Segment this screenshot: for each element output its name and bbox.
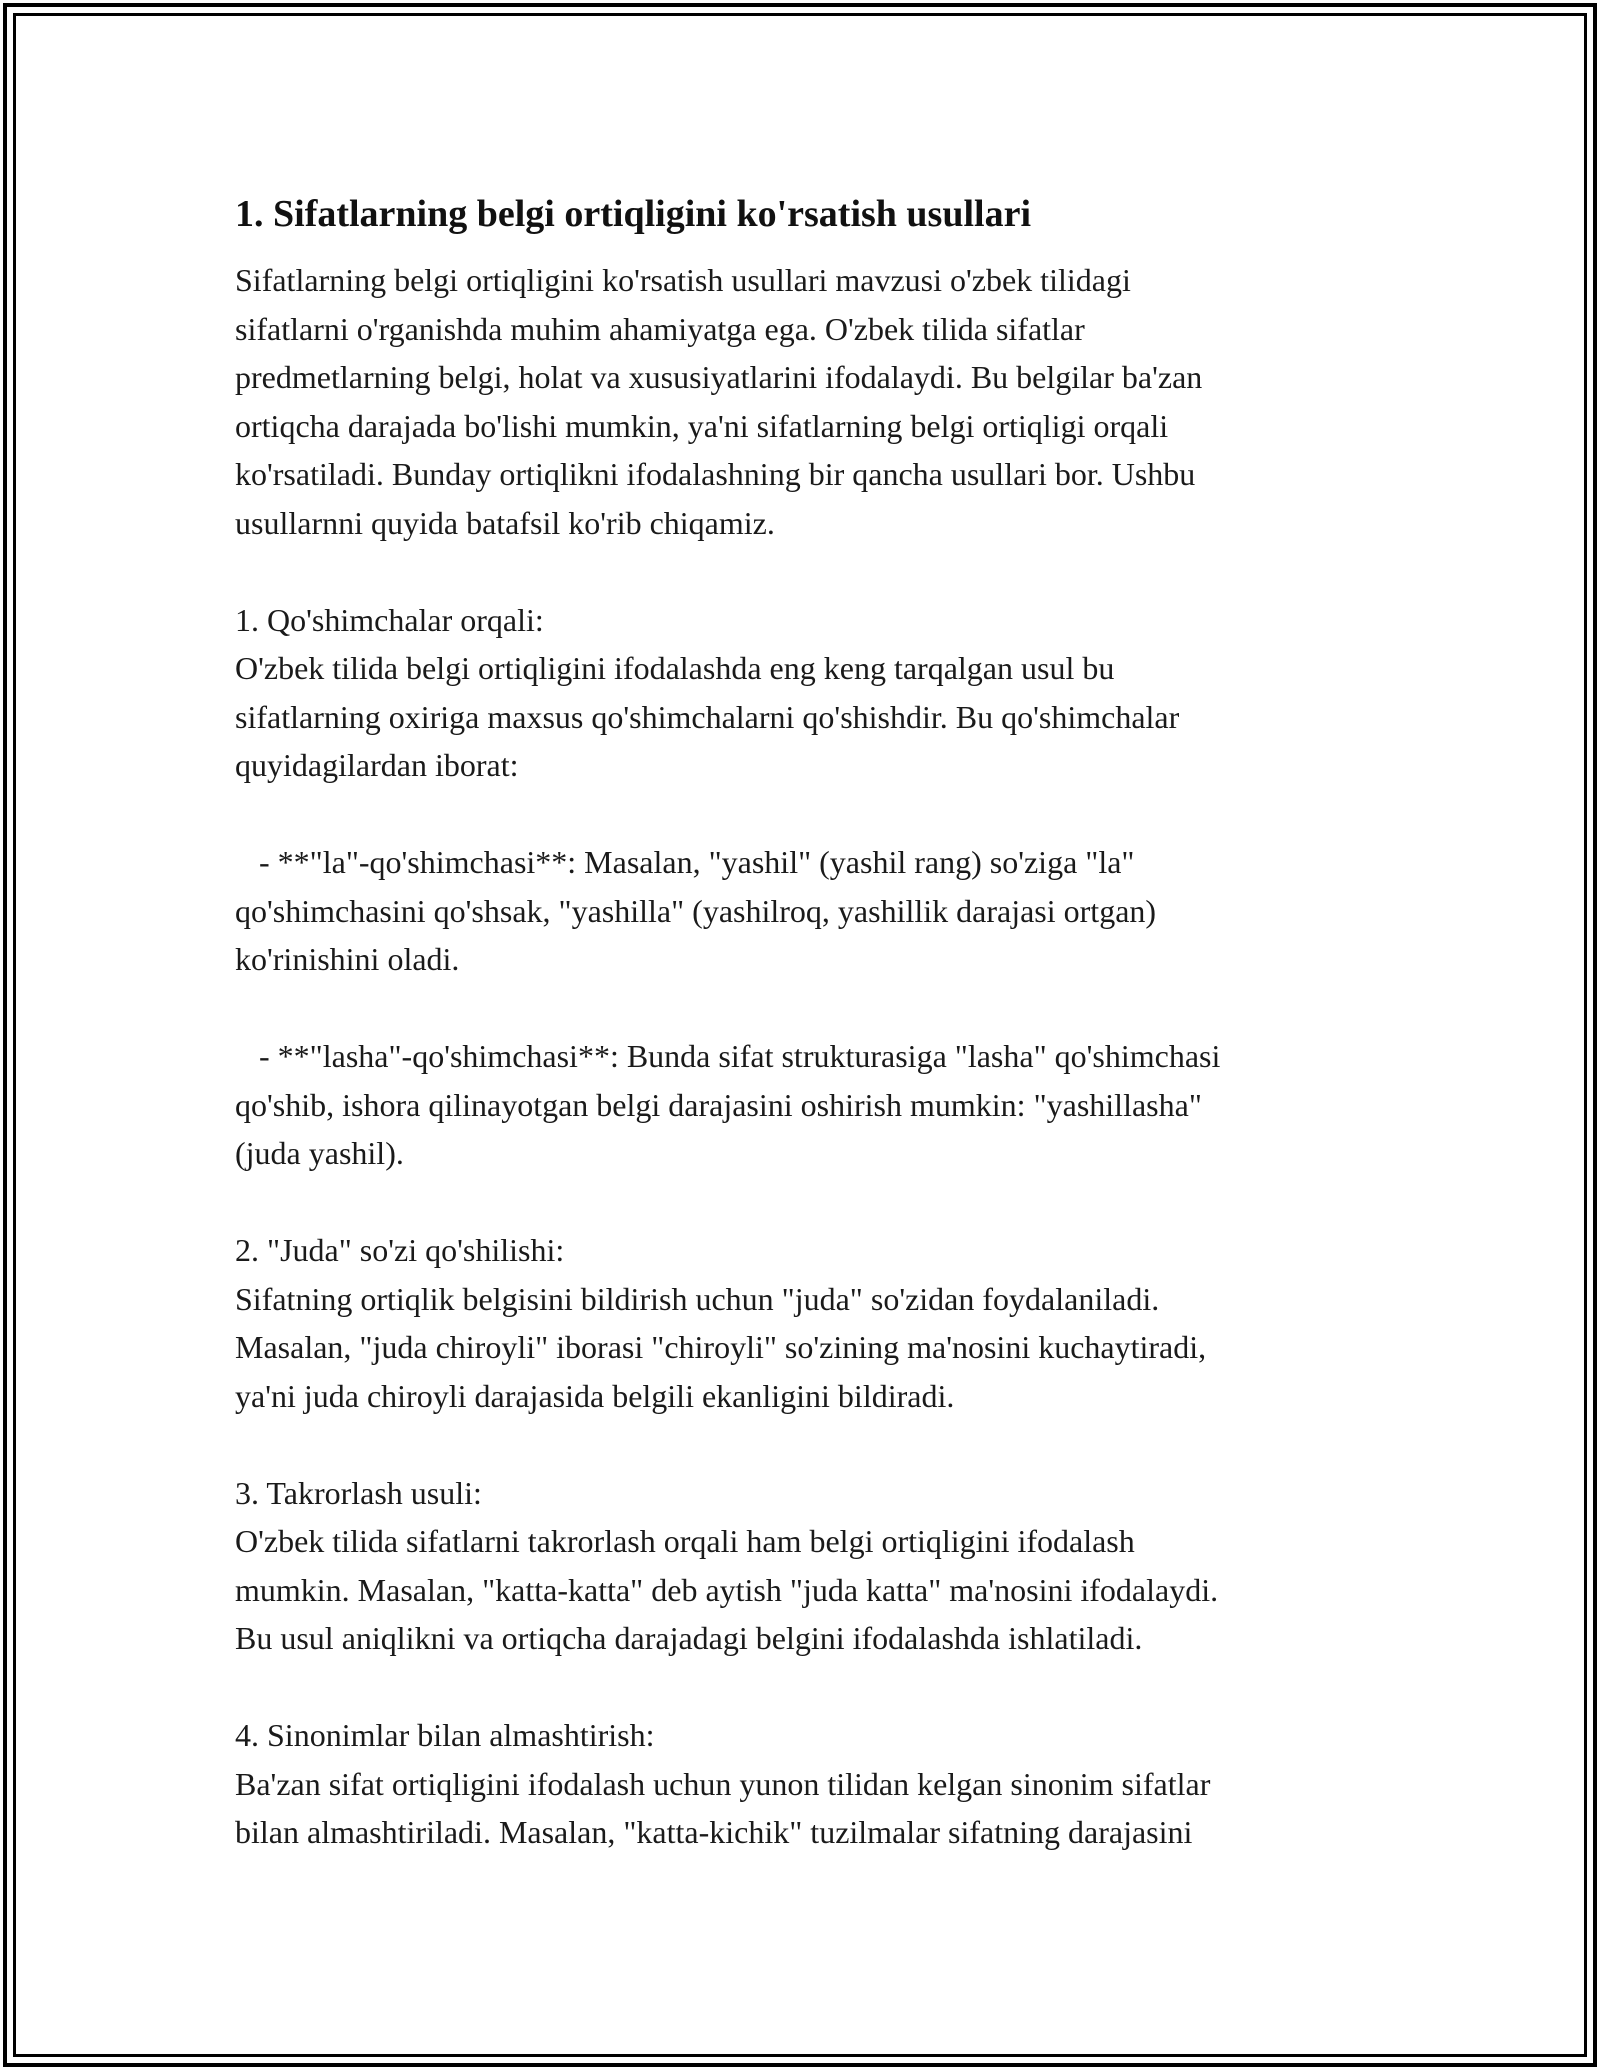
spacer: [235, 1663, 1395, 1712]
spacer: [235, 790, 1395, 839]
spacer: [235, 1178, 1395, 1227]
document-title: 1. Sifatlarning belgi ortiqligini ko'rsatish usullari: [235, 193, 1032, 235]
spacer: [235, 1420, 1395, 1469]
section-2-heading: 2. "Juda" so'zi qo'shilishi:: [235, 1232, 565, 1268]
spacer: [235, 984, 1395, 1033]
section-4-text: Ba'zan sifat ortiqligini ifodalash uchun yunon tilidan kelgan sinonim sifatlar bilan almashtiriladi. Masalan, "katta-kichik" tuzilmalar sifatning darajasini: [235, 1765, 1211, 1850]
document-body: [235, 186, 1395, 1857]
section-1-heading: 1. Qo'shimchalar orqali:: [235, 601, 544, 638]
section-1-text: O'zbek tilida belgi ortiqligini ifodalashda eng keng tarqalgan usul bu sifatlarning oxiriga maxsus qo'shimchalarni qo'shishdir. Bu qo'shimchalar quyidagilardan iborat:: [235, 650, 1180, 783]
bullet-lasha-suffix: - **"lasha"-qo'shimchasi**: Bunda sifat strukturasiga "lasha" qo'shimchasi qo'shib, ishora qilinayotgan belgi darajasini oshirish mumkin: "yashillasha" (juda yashil).: [235, 1038, 1221, 1171]
bullet-la-suffix: - **"la"-qo'shimchasi**: Masalan, "yashil" (yashil rang) so'ziga "la" qo'shimchasini qo'shsak, "yashilla" (yashilroq, yashillik darajasi ortgan) ko'rinishini oladi.: [235, 844, 1157, 977]
intro-paragraph: Sifatlarning belgi ortiqligini ko'rsatish usullari mavzusi o'zbek tilidagi sifatlarni o'rganishda muhim ahamiyatga ega. O'zbek tilida sifatlar predmetlarning belgi, holat va xususiyatlarini ifodalaydi. Bu belgilar ba'zan ortiqcha darajada bo'lishi mumkin, ya'ni sifatlarning belgi ortiqligi orqali ko'rsatiladi. Bunday ortiqlikni ifodalashning bir qancha usullari bor. Ushbu usullarnni quyida batafsil ko'rib chiqamiz.: [235, 262, 1203, 541]
section-3-heading: 3. Takrorlash usuli:: [235, 1474, 482, 1511]
section-2-text: Sifatning ortiqlik belgisini bildirish uchun "juda" so'zidan foydalaniladi. Masalan, "juda chiroyli" iborasi "chiroyli" so'zining ma'nosini kuchaytiradi, ya'ni juda chiroyli darajasida belgili ekanligini bildiradi.: [235, 1280, 1207, 1414]
spacer: [235, 547, 1395, 596]
section-3-text: O'zbek tilida sifatlarni takrorlash orqali ham belgi ortiqligini ifodalash mumkin. Masalan, "katta-katta" deb aytish "juda katta" ma'nosini ifodalaydi. Bu usul aniqlikni va ortiqcha darajadagi belgini ifodalashda ishlatiladi.: [235, 1523, 1219, 1656]
section-4-heading: 4. Sinonimlar bilan almashtirish:: [235, 1717, 655, 1753]
